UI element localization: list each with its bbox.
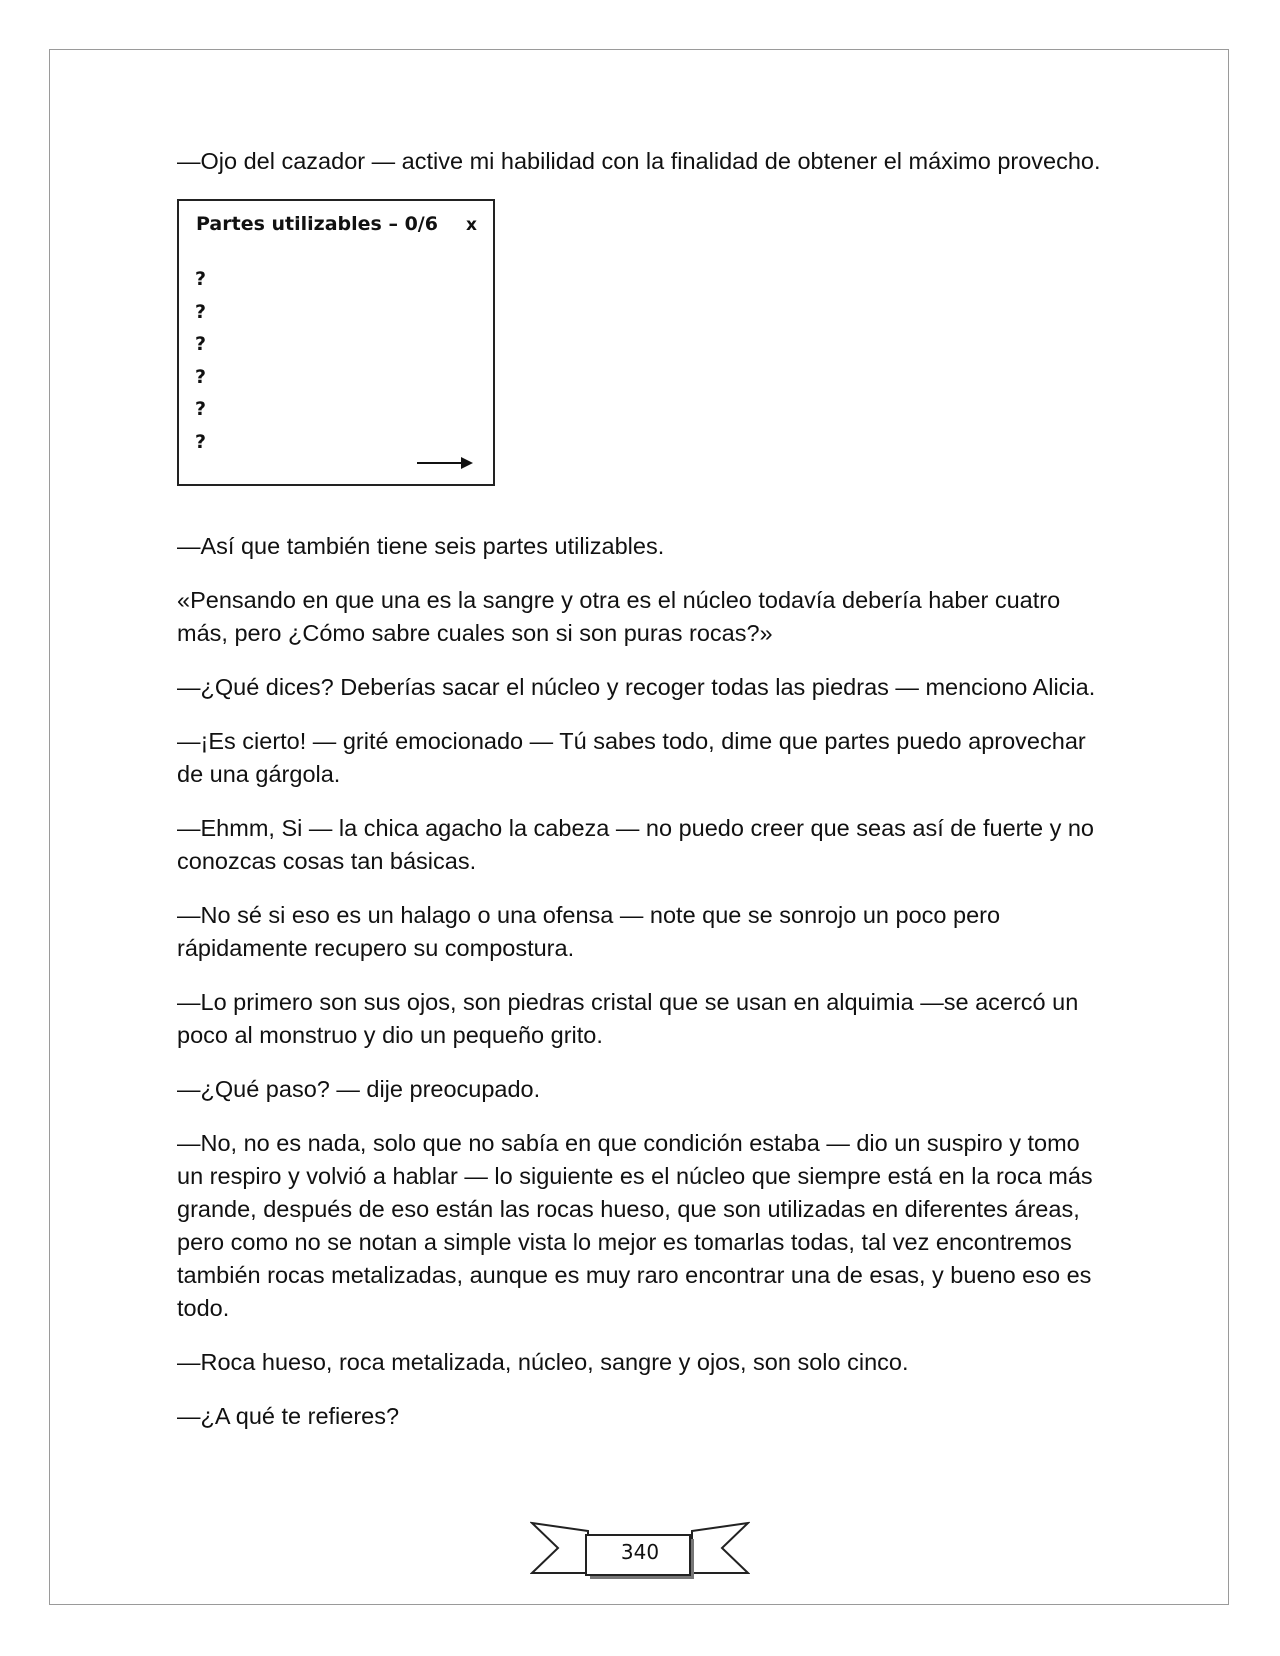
list-item: ? — [195, 398, 207, 420]
list-item: ? — [195, 430, 207, 453]
arrow-right-icon[interactable] — [417, 456, 473, 470]
paragraph: —¡Es cierto! — grité emocionado — Tú sabes todo, dime que partes puedo aprovechar de una gárgola. — [177, 728, 1086, 787]
usable-parts-list — [195, 263, 206, 458]
list-item: ? — [195, 300, 207, 323]
close-icon[interactable]: x — [466, 215, 477, 235]
paragraph: —¿Qué paso? — dije preocupado. — [177, 1076, 541, 1102]
paragraph: «Pensando en que una es la sangre y otra es el núcleo todavía debería haber cuatro más, pero ¿Cómo sabre cuales son si son puras rocas?» — [177, 587, 1061, 646]
paragraph: —¿A qué te refieres? — [177, 1403, 400, 1429]
page-content — [177, 145, 1112, 1454]
page-number: 340 — [620, 1540, 660, 1564]
paragraph: —Ojo del cazador — active mi habilidad con la finalidad de obtener el máximo provecho. — [177, 148, 1101, 174]
paragraph: —No sé si eso es un halago o una ofensa — note que se sonrojo un poco pero rápidamente recupero su compostura. — [177, 902, 1001, 961]
list-item: ? — [195, 333, 207, 355]
paragraph: —Así que también tiene seis partes utilizables. — [177, 533, 665, 559]
paragraph: —No, no es nada, solo que no sabía en que condición estaba — dio un suspiro y tomo un respiro y volvió a hablar — lo siguiente es el núcleo que siempre está en la roca más grande, después de eso están las rocas hueso, que son utilizadas en diferentes áreas, pero como no se notan a simple vista lo mejor es tomarlas todas, tal vez encontremos también rocas metalizadas, aunque es muy raro encontrar una de esas, y bueno eso es todo. — [177, 1130, 1093, 1321]
status-window-title: Partes utilizables – 0/6 — [196, 213, 438, 235]
status-window — [177, 199, 495, 486]
paragraph: —Ehmm, Si — la chica agacho la cabeza — no puedo creer que seas así de fuerte y no conozcas cosas tan básicas. — [177, 815, 1095, 874]
list-item: ? — [195, 268, 207, 290]
paragraph: —Roca hueso, roca metalizada, núcleo, sangre y ojos, son solo cinco. — [177, 1349, 909, 1375]
list-item: ? — [195, 365, 207, 388]
paragraph: —¿Qué dices? Deberías sacar el núcleo y recoger todas las piedras — menciono Alicia. — [177, 674, 1096, 700]
paragraph: —Lo primero son sus ojos, son piedras cristal que se usan en alquimia —se acercó un poco al monstruo y dio un pequeño grito. — [177, 989, 1079, 1048]
